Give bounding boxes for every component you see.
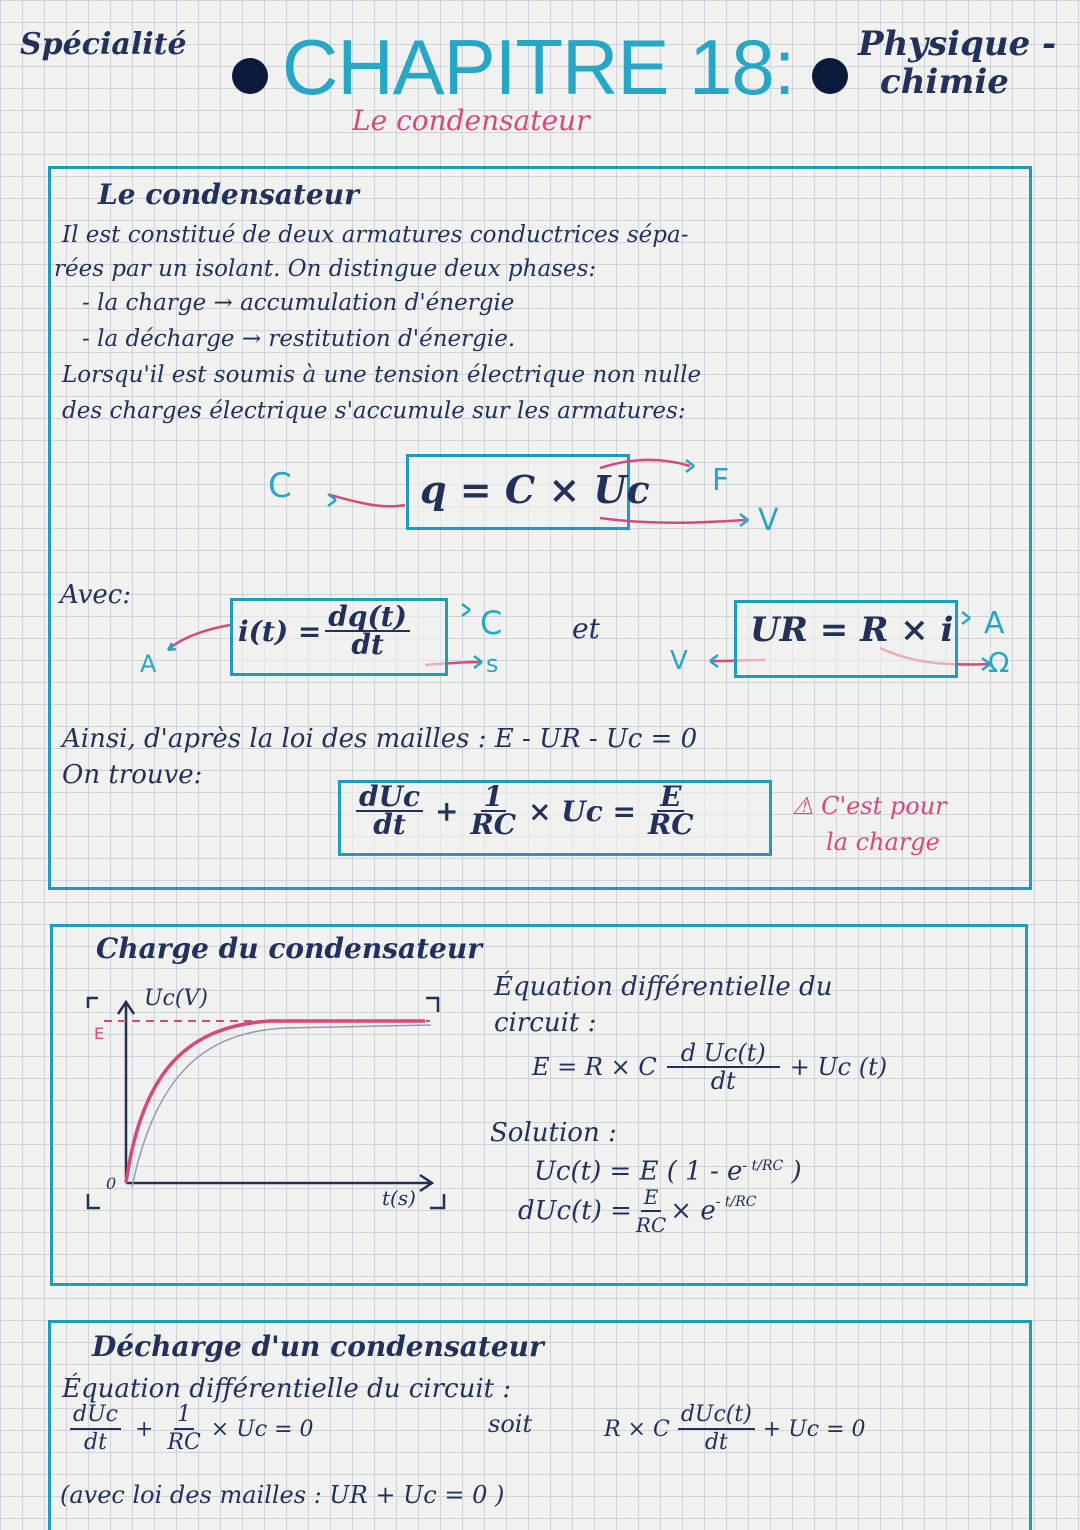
- decharge-num2: 1: [174, 1402, 194, 1430]
- charge-eq-label2: circuit :: [494, 1008, 597, 1038]
- soit-label: soit: [488, 1410, 533, 1438]
- diff-times: × Uc =: [528, 794, 636, 828]
- chapter-subtitle: Le condensateur: [352, 104, 590, 137]
- diff-plus: +: [435, 794, 459, 828]
- graph-e-label: E: [94, 1024, 105, 1043]
- unit-v-label: V: [758, 503, 779, 538]
- section1-title: Le condensateur: [98, 178, 359, 211]
- decharge-den1: dt: [84, 1430, 107, 1455]
- solution-2-den: RC: [635, 1213, 667, 1237]
- charge-diff-frac: [667, 1040, 780, 1094]
- decharge-f2-frac: [678, 1402, 755, 1456]
- charge-diff-num: d Uc(t): [667, 1040, 780, 1068]
- solution-1-main: Uc(t) = E ( 1 - e: [534, 1156, 743, 1187]
- solution-2: [518, 1184, 757, 1238]
- formula-i: [238, 600, 414, 661]
- solution-2-frac: [636, 1184, 666, 1238]
- charge-graph: [80, 988, 460, 1218]
- decharge-rest: × Uc = 0: [210, 1416, 314, 1442]
- formula-i-fraction: [325, 600, 410, 661]
- decharge-f2-num: dUc(t): [678, 1402, 755, 1430]
- formula-ur: UR = R × i: [750, 610, 954, 650]
- mailles-text: Ainsi, d'après la loi des mailles : E - UR - Uc = 0: [62, 724, 698, 754]
- decharge-f2-rest: + Uc = 0: [762, 1416, 866, 1442]
- diff-num2: 1: [481, 784, 506, 812]
- solution-2-exp: - t/RC: [715, 1194, 757, 1210]
- graph-xlabel: t(s): [382, 1186, 416, 1210]
- specialite-label: Spécialité: [20, 27, 187, 62]
- formula-i-num: dq(t): [325, 604, 410, 632]
- subject-line1: Physique -: [858, 24, 1057, 64]
- section3-title: Décharge d'un condensateur: [92, 1330, 544, 1363]
- chapter-title: CHAPITRE 18:: [282, 23, 795, 111]
- avec-label: Avec:: [60, 580, 132, 610]
- section1-line1: Il est constitué de deux armatures conductrices sépa-: [62, 222, 689, 248]
- decharge-formula2: [604, 1402, 866, 1456]
- decharge-den2: RC: [167, 1430, 201, 1455]
- decharge-plus: +: [134, 1416, 154, 1442]
- unit-f-label: F: [712, 463, 730, 498]
- decharge-formula1: [66, 1402, 314, 1456]
- i-unit-s: s: [486, 650, 499, 678]
- formula-q: q = C × Uc: [420, 467, 650, 512]
- diff-den1: dt: [373, 808, 406, 841]
- formula-i-den: dt: [351, 628, 384, 661]
- solution-1-exp: - t/RC: [742, 1158, 784, 1174]
- diff-num3: E: [657, 784, 684, 812]
- i-unit-a: A: [140, 650, 157, 678]
- decharge-frac1: [70, 1402, 121, 1456]
- i-unit-c: C: [480, 604, 503, 642]
- solution-label: Solution :: [490, 1118, 617, 1148]
- graph-origin: 0: [106, 1174, 117, 1193]
- section1-line2: rées par un isolant. On distingue deux phases:: [54, 256, 597, 282]
- solution-2-num: E: [641, 1184, 662, 1212]
- graph-ylabel: Uc(V): [144, 986, 208, 1011]
- section1-line3: - la charge → accumulation d'énergie: [82, 290, 515, 316]
- formula-diff: [352, 780, 698, 841]
- et-label: et: [572, 612, 600, 645]
- charge-diff-den: dt: [710, 1067, 736, 1095]
- ur-unit-ohm: Ω: [988, 646, 1010, 679]
- decharge-f2-left: R × C: [604, 1416, 670, 1442]
- formula-i-left: i(t) =: [238, 614, 322, 648]
- diff-frac2: [470, 780, 517, 841]
- unit-c-label: C: [268, 466, 292, 506]
- decharge-eq-label: Équation différentielle du circuit :: [62, 1374, 512, 1404]
- charge-eq-label1: Équation différentielle du: [494, 972, 833, 1002]
- charge-diff-right: + Uc (t): [789, 1053, 888, 1081]
- diff-frac3: [647, 780, 694, 841]
- solution-1-close: ): [791, 1156, 802, 1187]
- subject-line2: chimie: [880, 62, 1009, 102]
- diff-den3: RC: [647, 808, 694, 841]
- charge-diff-left: E = R × C: [532, 1053, 657, 1081]
- charge-diff-eq: [532, 1040, 887, 1094]
- decharge-note: (avec loi des mailles : UR + Uc = 0 ): [60, 1481, 505, 1509]
- decharge-frac2: [167, 1402, 200, 1456]
- diff-num1: dUc: [356, 784, 423, 812]
- section1-line4: - la décharge → restitution d'énergie.: [82, 326, 516, 352]
- ur-unit-a: A: [984, 606, 1005, 641]
- section1-line6: des charges électrique s'accumule sur les armatures:: [62, 398, 686, 424]
- charge-curve: [126, 1021, 425, 1183]
- section2-title: Charge du condensateur: [96, 932, 482, 965]
- solution-2-right: × e: [670, 1196, 716, 1226]
- diff-frac1: [356, 780, 423, 841]
- decharge-num1: dUc: [70, 1402, 121, 1430]
- decharge-f2-den: dt: [704, 1430, 728, 1455]
- diff-den2: RC: [470, 808, 517, 841]
- section1-line5: Lorsqu'il est soumis à une tension électrique non nulle: [62, 362, 702, 388]
- warning-line2: la charge: [826, 828, 940, 856]
- warning-line1: ⚠ C'est pour: [792, 792, 947, 820]
- on-trouve-label: On trouve:: [62, 760, 203, 790]
- ur-unit-v: V: [670, 646, 688, 676]
- solution-2-left: dUc(t) =: [518, 1196, 632, 1226]
